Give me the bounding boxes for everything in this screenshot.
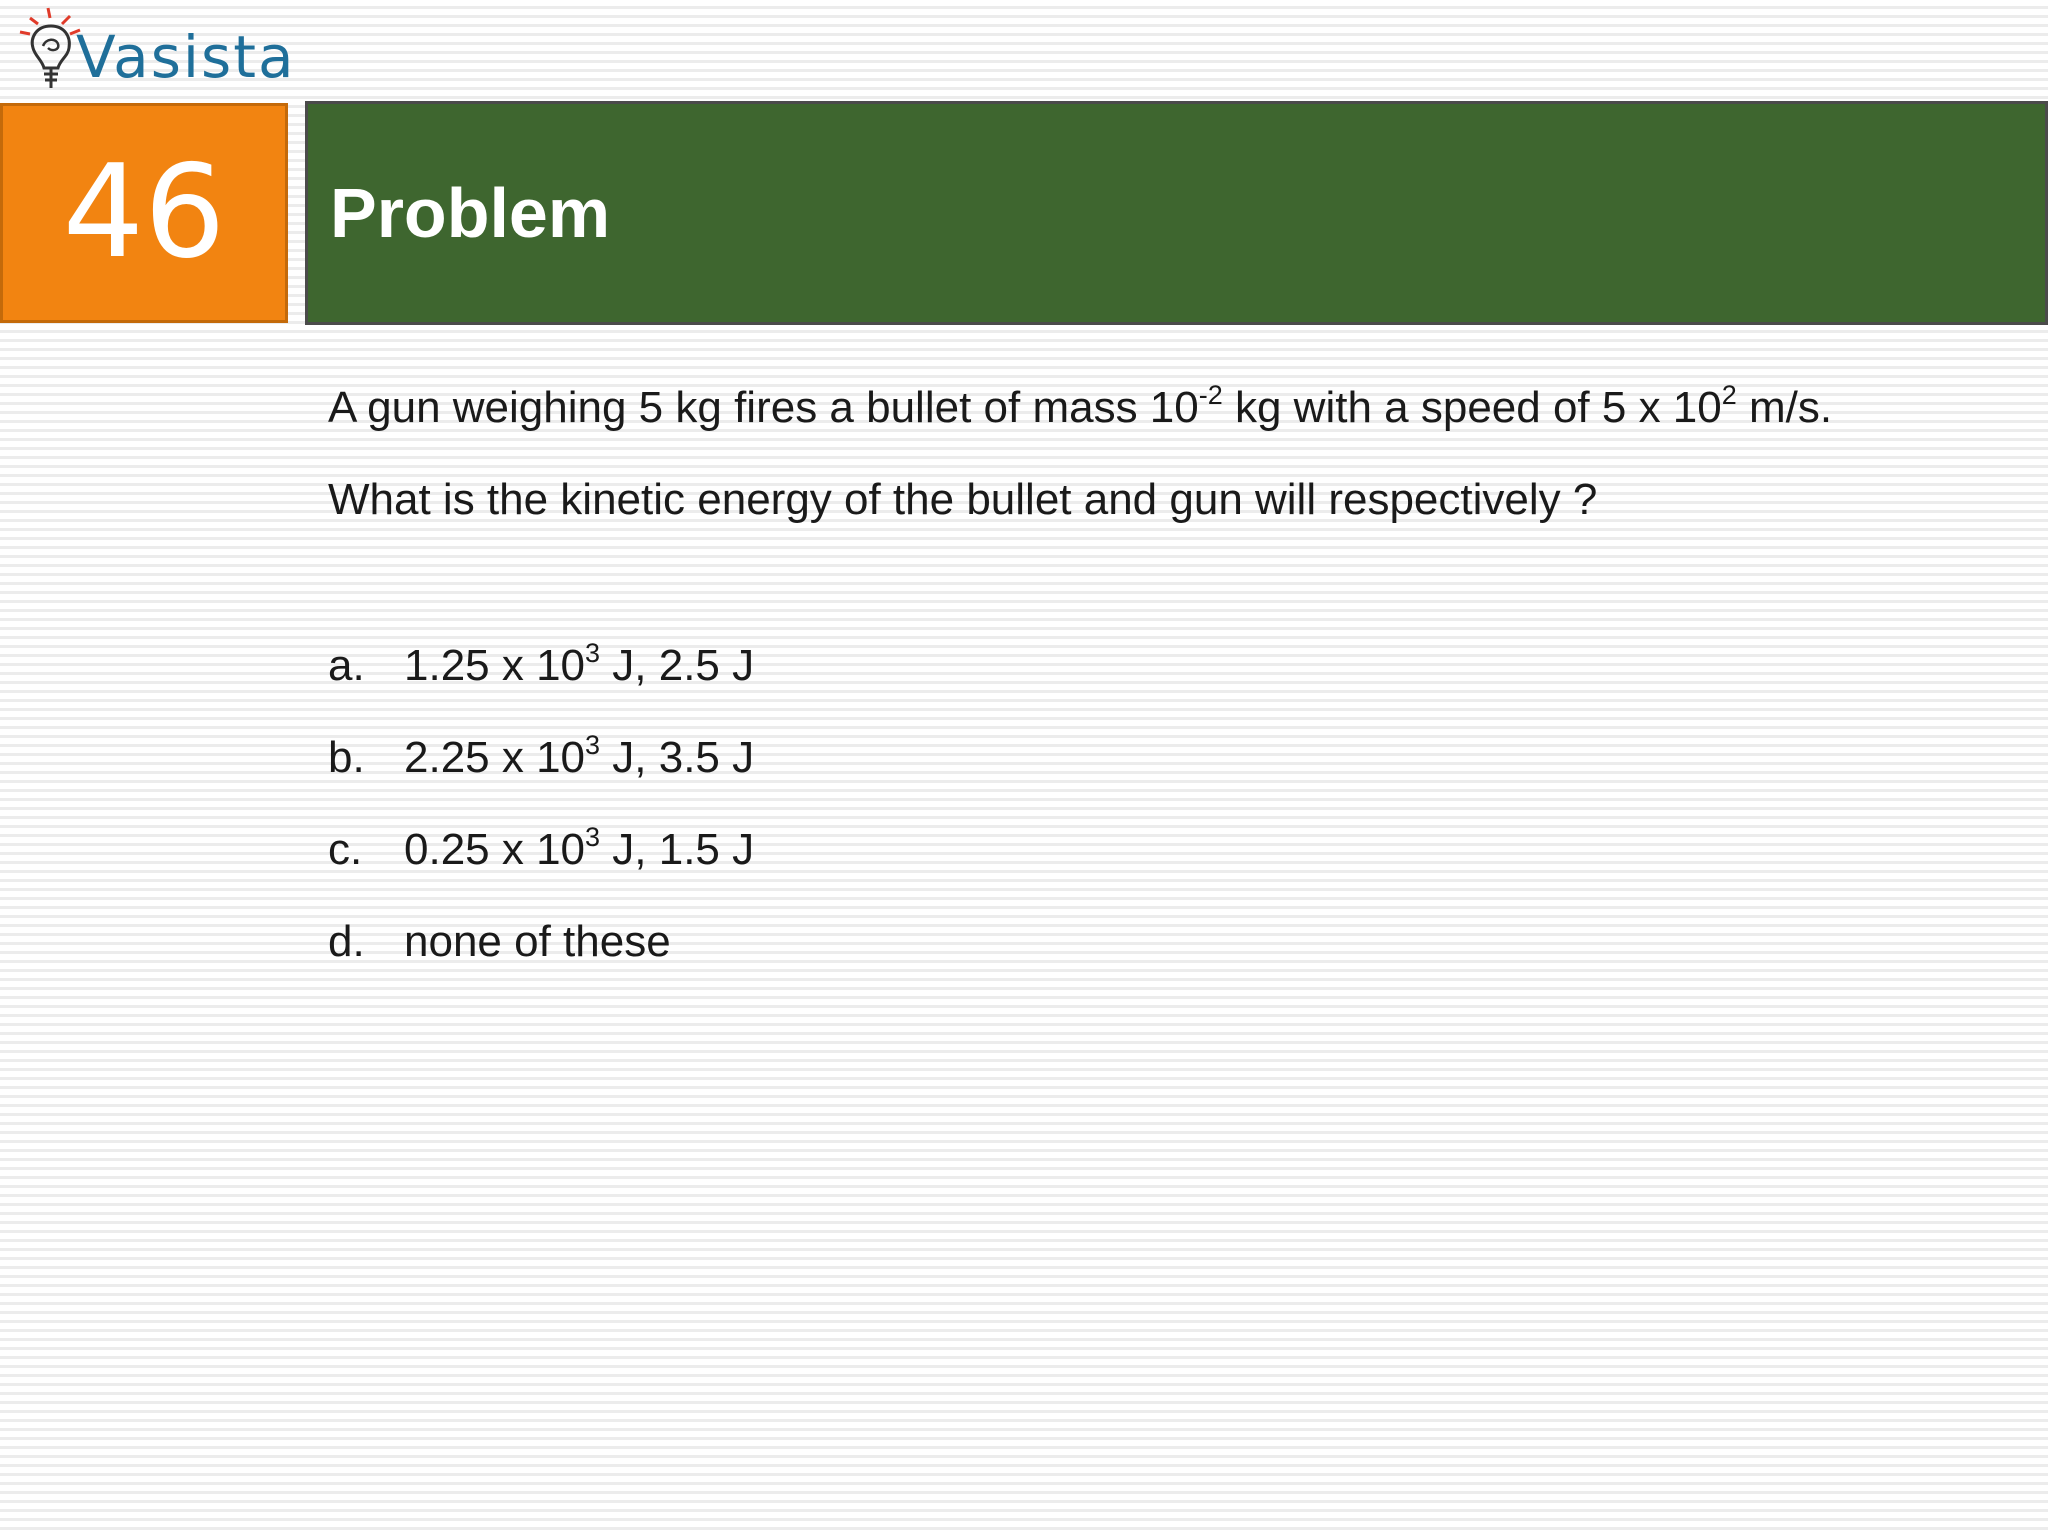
slide-title: Problem [330,174,611,252]
option-text: J, 2.5 J [600,641,755,690]
option-letter: c. [328,825,363,874]
question-text-part: m/s. [1736,383,1833,432]
option-text: none of these [404,917,671,966]
option-letter: d. [328,917,365,966]
option-b[interactable] [328,712,1528,804]
superscript: 2 [1721,380,1737,410]
option-a[interactable] [328,620,1528,712]
superscript: 3 [585,822,601,852]
question-text [328,362,2028,546]
option-text: 1.25 x 10 [404,641,586,690]
problem-number-box [0,103,288,323]
option-text: J, 1.5 J [600,825,755,874]
option-text: 2.25 x 10 [404,733,586,782]
option-c[interactable] [328,804,1528,896]
question-line-1 [328,362,2028,454]
option-d[interactable] [328,896,1528,988]
option-text: J, 3.5 J [600,733,755,782]
question-text-part: kg with a speed of 5 x 10 [1222,383,1722,432]
option-letter: b. [328,733,365,782]
answer-options [328,620,1528,988]
question-text-part: A gun weighing 5 kg fires a bullet of mass 10 [328,383,1199,432]
title-bar [305,101,2048,325]
superscript: 3 [585,638,601,668]
superscript: -2 [1198,380,1223,410]
question-line-2: What is the kinetic energy of the bullet and gun will respectively ? [328,475,1598,524]
option-text: 0.25 x 10 [404,825,586,874]
logo-text: Vasista [76,23,296,91]
vasista-logo [18,4,296,96]
problem-number: 46 [62,138,226,287]
superscript: 3 [585,730,601,760]
option-letter: a. [328,641,365,690]
